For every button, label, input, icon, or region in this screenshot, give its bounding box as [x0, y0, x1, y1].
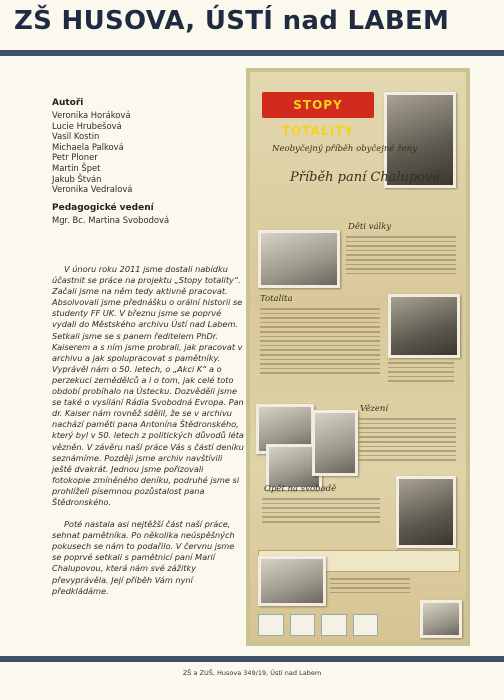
- poster-section-2: Totalita: [260, 294, 293, 304]
- poster-text-block: [346, 236, 456, 277]
- poster-text-block: [262, 498, 380, 526]
- poster-text-block: [358, 418, 456, 464]
- bottom-divider: [0, 656, 504, 662]
- author-name: Michaela Palková: [52, 141, 124, 152]
- author-name: Lucie Hrubešová: [52, 120, 122, 131]
- poster-subtitle: Neobyčejný příběh obyčejné ženy: [272, 144, 417, 154]
- supervisor-name: Mgr. Bc. Martina Svobodová: [52, 214, 170, 225]
- poster-section-4: Opět na svobodě: [264, 484, 337, 494]
- poster-title: Příběh paní Chalupové: [290, 170, 441, 185]
- credits: [52, 98, 238, 225]
- page-title: ZŠ HUSOVA, ÚSTÍ nad LABEM: [14, 6, 450, 36]
- building-photo-3: [312, 410, 358, 476]
- body-text: [52, 264, 244, 597]
- author-name: Vasil Kostin: [52, 131, 100, 142]
- poster-text-block: [388, 362, 454, 385]
- author-name: Petr Ploner: [52, 152, 98, 163]
- sponsor-logos: [258, 614, 378, 636]
- document-stamp-image: [420, 600, 462, 638]
- poster-image: [246, 68, 470, 646]
- author-name: Veronika Horáková: [52, 110, 131, 120]
- top-divider: [0, 50, 504, 56]
- stopy-totality-logo: STOPY TOTALITY: [262, 92, 374, 118]
- group-photo: [258, 556, 326, 606]
- elderly-woman-photo: [396, 476, 456, 548]
- poster-text-block: [330, 578, 410, 596]
- paragraph-2: Poté nastala asi nejtěžší část naší práce, sehnat pamětníka. Po několika neúspěšných pokusech se nám to podařilo. V červnu jsme se poprvé setkali s pamětnicí paní Marií Chalupovou, která nám své zážitky převyprávěla. Její příběh Vám nyní předkládáme.: [52, 519, 235, 596]
- poster-section-1: Děti války: [348, 222, 392, 232]
- author-name: Veronika Vedralová: [52, 184, 133, 195]
- poster-section-3: Vězení: [360, 404, 389, 414]
- poster-text-block: [260, 308, 380, 377]
- two-women-photo: [388, 294, 460, 358]
- supervision-heading: Pedagogické vedení: [52, 202, 154, 213]
- authors-heading: Autoři: [52, 98, 84, 108]
- house-photo: [258, 230, 340, 288]
- author-name: Jakub Štván: [52, 173, 102, 184]
- author-name: Martin Špet: [52, 162, 101, 173]
- footer-address: ZŠ a ZUŠ, Husova 349/19, Ústí nad Labem: [182, 669, 322, 677]
- paragraph-1: V únoru roku 2011 jsme dostali nabídku účastnit se práce na projektu „Stopy totality“. Začali jsme na něm tedy aktivně pracovat. Absolvovali jsme přednášku o orální historii se studenty FF UK. V březnu jsme se poprvé vydali do Městského archivu Ústí nad Labem. Setkali jsme se s panem ředitelem PhDr. Kaiserem a s ním jsme probrali, jak pracovat v archivu a jak spolupracovat s pamětníky. Vyprávěl nám o 50. letech, o „Akci K“ a o perzekuci zemědělců a i o tom, jak celé toto období probíhalo na Ústecku. Dozvěděli jsme se také o vysílání Rádia Svobodná Evropa. Pan dr. Kaiser nám rovněž sdělil, že se v archivu nachází paměti pana Antonína Štědronského, který byl v 50. letech z politických důvodů léta vězněn. V závěru naší práce Vás s částí deníku seznámíme. Později jsme archiv navštívili ještě dvakrát. Jednou jsme pořizovali fotokopie zmíněného deníku, podruhé jsme si prohlíželi písemnou pozůstalost pana Štědronského.: [52, 264, 244, 507]
